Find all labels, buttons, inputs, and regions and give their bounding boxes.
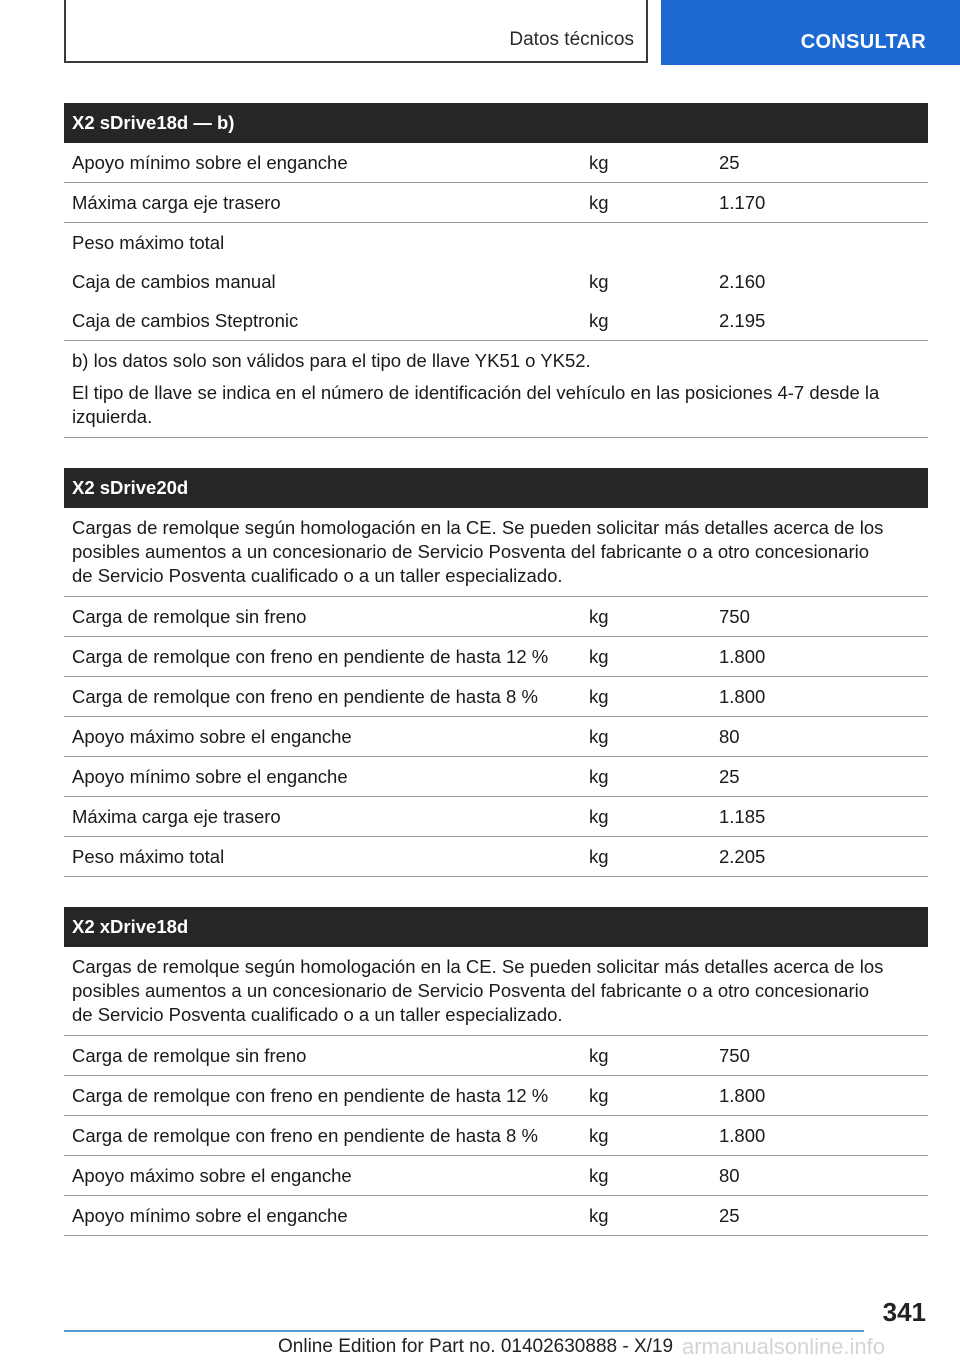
row-unit: kg bbox=[589, 766, 609, 787]
row-unit: kg bbox=[589, 846, 609, 867]
row-unit: kg bbox=[589, 726, 609, 747]
row-unit: kg bbox=[589, 646, 609, 667]
row-unit: kg bbox=[589, 1085, 609, 1106]
row-unit: kg bbox=[589, 1205, 609, 1226]
row-value: 25 bbox=[719, 152, 740, 173]
footnote-text: El tipo de llave se indica en el número de identificación del vehículo en las posiciones 4-7 desde la izquierda. bbox=[72, 382, 880, 427]
table-row bbox=[64, 1156, 928, 1196]
row-value: 1.170 bbox=[719, 192, 766, 213]
table-row bbox=[64, 797, 928, 837]
group-title: Peso máximo total bbox=[72, 232, 225, 253]
table-row bbox=[64, 757, 928, 797]
row-label: Apoyo máximo sobre el enganche bbox=[72, 1165, 352, 1186]
table-row bbox=[64, 1196, 928, 1236]
section-title: Datos técnicos bbox=[509, 29, 634, 50]
footnote-block bbox=[64, 341, 928, 438]
row-value: 25 bbox=[719, 766, 740, 787]
row-value: 80 bbox=[719, 726, 740, 747]
consult-button[interactable]: CONSULTAR bbox=[661, 0, 960, 65]
row-label: Carga de remolque sin freno bbox=[72, 606, 307, 627]
row-label: Peso máximo total bbox=[72, 846, 225, 867]
row-value: 750 bbox=[719, 1045, 750, 1066]
table-row bbox=[64, 837, 928, 877]
table-row bbox=[64, 301, 928, 341]
section-header: X2 sDrive18d — b) bbox=[64, 103, 928, 143]
row-label: Caja de cambios Steptronic bbox=[72, 310, 299, 331]
row-unit: kg bbox=[589, 271, 609, 292]
row-value: 750 bbox=[719, 606, 750, 627]
row-label: Carga de remolque con freno en pendiente de hasta 8 % bbox=[72, 1125, 538, 1146]
row-label: Carga de remolque sin freno bbox=[72, 1045, 307, 1066]
row-unit: kg bbox=[589, 1125, 609, 1146]
row-unit: kg bbox=[589, 152, 609, 173]
row-value: 80 bbox=[719, 1165, 740, 1186]
table-row bbox=[64, 183, 928, 223]
section-header: X2 sDrive20d bbox=[64, 468, 928, 508]
row-label: Apoyo mínimo sobre el enganche bbox=[72, 1205, 348, 1226]
row-value: 25 bbox=[719, 1205, 740, 1226]
row-label: Máxima carga eje trasero bbox=[72, 192, 281, 213]
table-row bbox=[64, 717, 928, 757]
section-x2-sdrive18d-b bbox=[64, 103, 928, 438]
footnote-text: b) los datos solo son válidos para el tipo de llave YK51 o YK52. bbox=[72, 350, 591, 371]
row-unit: kg bbox=[589, 192, 609, 213]
row-label: Apoyo máximo sobre el enganche bbox=[72, 726, 352, 747]
page-number: 341 bbox=[882, 1297, 926, 1327]
header-frame bbox=[64, 0, 648, 63]
row-label: Apoyo mínimo sobre el enganche bbox=[72, 152, 348, 173]
row-label: Carga de remolque con freno en pendiente de hasta 12 % bbox=[72, 646, 549, 667]
footer-divider bbox=[64, 1330, 864, 1332]
table-row bbox=[64, 1116, 928, 1156]
table-row bbox=[64, 1076, 928, 1116]
table-row bbox=[64, 1036, 928, 1076]
row-label: Apoyo mínimo sobre el enganche bbox=[72, 766, 348, 787]
row-value: 1.800 bbox=[719, 1085, 766, 1106]
table-row bbox=[64, 597, 928, 637]
row-unit: kg bbox=[589, 686, 609, 707]
watermark-text: armanualsonline.info bbox=[682, 1334, 886, 1359]
row-value: 1.800 bbox=[719, 646, 766, 667]
row-value: 2.205 bbox=[719, 846, 766, 867]
section-x2-xdrive18d bbox=[64, 907, 928, 1236]
row-unit: kg bbox=[589, 1045, 609, 1066]
row-value: 1.800 bbox=[719, 1125, 766, 1146]
row-value: 2.195 bbox=[719, 310, 766, 331]
table-row bbox=[64, 677, 928, 717]
tech-data-content bbox=[64, 103, 928, 1266]
table-row bbox=[64, 262, 928, 301]
section-intro: Cargas de remolque según homologación en la CE. Se pueden solicitar más detalles acerca de los posibles aumentos a un concesionario de Servicio Posventa del fabricante o a otro concesionario de Servicio Posventa cualificado o a un taller especializado. bbox=[64, 508, 928, 597]
row-label: Carga de remolque con freno en pendiente de hasta 8 % bbox=[72, 686, 538, 707]
row-value: 1.800 bbox=[719, 686, 766, 707]
row-unit: kg bbox=[589, 1165, 609, 1186]
row-label: Caja de cambios manual bbox=[72, 271, 276, 292]
row-unit: kg bbox=[589, 606, 609, 627]
row-value: 1.185 bbox=[719, 806, 766, 827]
section-header: X2 xDrive18d bbox=[64, 907, 928, 947]
section-x2-sdrive20d bbox=[64, 468, 928, 877]
edition-text: Online Edition for Part no. 01402630888 - X/19 bbox=[278, 1336, 674, 1357]
section-intro: Cargas de remolque según homologación en la CE. Se pueden solicitar más detalles acerca de los posibles aumentos a un concesionario de Servicio Posventa del fabricante o a otro concesionario de Servicio Posventa cualificado o a un taller especializado. bbox=[64, 947, 928, 1036]
row-label: Carga de remolque con freno en pendiente de hasta 12 % bbox=[72, 1085, 549, 1106]
table-row bbox=[64, 143, 928, 183]
row-unit: kg bbox=[589, 310, 609, 331]
row-label: Máxima carga eje trasero bbox=[72, 806, 281, 827]
row-unit: kg bbox=[589, 806, 609, 827]
group-title-row bbox=[64, 223, 928, 262]
row-value: 2.160 bbox=[719, 271, 766, 292]
table-row bbox=[64, 637, 928, 677]
